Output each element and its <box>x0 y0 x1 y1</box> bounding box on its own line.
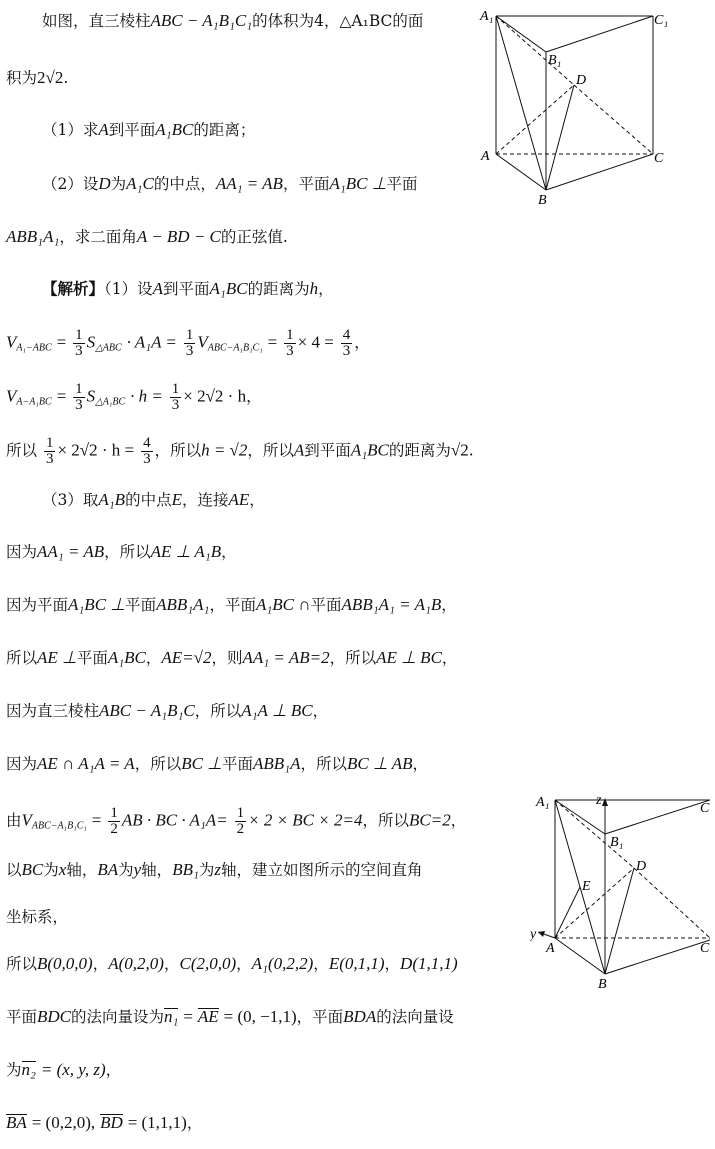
label-C1: C₁ <box>654 13 669 28</box>
result-line: 所以 $\frac{1}{3}$ × 2√2 · h = $\frac{4}{3}$ ，所以h = √2，所以A到平面A₁BC的距离为√2. <box>6 435 474 467</box>
label-B: B <box>538 193 547 207</box>
step-5: 因为AE ∩ A₁A = A，所以BC ⊥平面ABB₁A，所以BC ⊥ AB， <box>6 754 428 773</box>
solution-intro: 【解析】（1）设A到平面A₁BC的距离为h， <box>42 279 334 298</box>
label-A1: A₁ <box>480 9 494 24</box>
fig2-label-z: z <box>596 793 602 808</box>
question-1: （1）求A到平面A₁BC的距离； <box>42 120 256 139</box>
step-1: 因为AA₁ = AB，所以AE ⊥ A₁B， <box>6 542 237 561</box>
coordinates: 所以B(0,0,0)，A(0,2,0)，C(2,0,0)，A₁(0,2,2)，E(0,1,1)，D(1,1,1) <box>6 954 458 973</box>
step-2: 因为平面A₁BC ⊥平面ABB₁A₁，平面A₁BC ∩平面ABB₁A₁ = A₁B， <box>6 595 457 614</box>
fig2-label-D: D <box>636 859 647 874</box>
fig2-label-B1: B₁ <box>610 835 624 850</box>
fig2-label-C1: C <box>700 801 710 816</box>
step-8: 坐标系， <box>6 908 69 926</box>
part-3-intro: （3）取A₁B的中点E，连接AE， <box>42 490 265 509</box>
normal-vector-1: 平面BDC的法向量设为n₁ = AE = (0, −1,1)，平面BDA的法向量设 <box>6 1007 454 1026</box>
prism-figure-2 <box>530 790 710 990</box>
label-A: A <box>481 149 490 164</box>
fig2-label-E: E <box>582 879 591 894</box>
label-D: D <box>576 73 587 88</box>
step-4: 因为直三棱柱ABC − A₁B₁C，所以A₁A ⊥ BC， <box>6 701 329 720</box>
question-2: （2）设D为A₁C的中点，AA₁ = AB，平面A₁BC ⊥平面 <box>42 174 418 193</box>
normal-vector-2: 为n₂ = (x, y, z)， <box>6 1060 122 1079</box>
volume-eq-1: $V_{A_1-ABC}$ = $\frac{1}{3}$ $S_{\triangle ABC} \cdot A_1A$ = $\frac{1}{3}$ $V_{ABC-A_1B_1C_1}$ = $\frac{1}{3}$ × 4 = $\frac{4}{3}$ ， <box>6 327 370 359</box>
label-C: C <box>654 151 664 166</box>
problem-line-1: 如图，直三棱柱ABC − A₁B₁C₁的体积为4，△A₁BC的面 <box>42 11 424 30</box>
step-7: 以BC为x轴，BA为y轴，BB₁为z轴，建立如图所示的空间直角 <box>6 860 423 879</box>
step-6: 由$V_{ABC-A_1B_1C_1}$ = $\frac{1}{2}$ AB · BC · A₁A= $\frac{1}{2}$ × 2 × BC × 2=4，所以BC=2， <box>6 805 467 837</box>
prism-figure-1 <box>478 2 678 207</box>
fig2-label-A: A <box>546 941 555 956</box>
question-2-cont: ABB₁A₁，求二面角A − BD − C的正弦值. <box>6 227 288 246</box>
fig2-label-y: y <box>530 927 537 942</box>
volume-eq-2: $V_{A-A_1BC}$ = $\frac{1}{3}$ $S_{\triangle A_1BC} \cdot h$ = $\frac{1}{3}$ × 2√2 · h， <box>6 381 262 413</box>
fig2-label-C: C <box>700 941 710 956</box>
vectors-line: BA = (0,2,0), BD = (1,1,1)， <box>6 1113 203 1132</box>
fig2-label-B: B <box>598 977 607 990</box>
label-B1: B₁ <box>548 53 562 68</box>
fig2-label-A1: A₁ <box>536 795 550 810</box>
step-3: 所以AE ⊥平面A₁BC，AE=√2，则AA₁ = AB=2，所以AE ⊥ BC， <box>6 648 458 667</box>
problem-line-2: 积为2√2. <box>6 68 69 87</box>
